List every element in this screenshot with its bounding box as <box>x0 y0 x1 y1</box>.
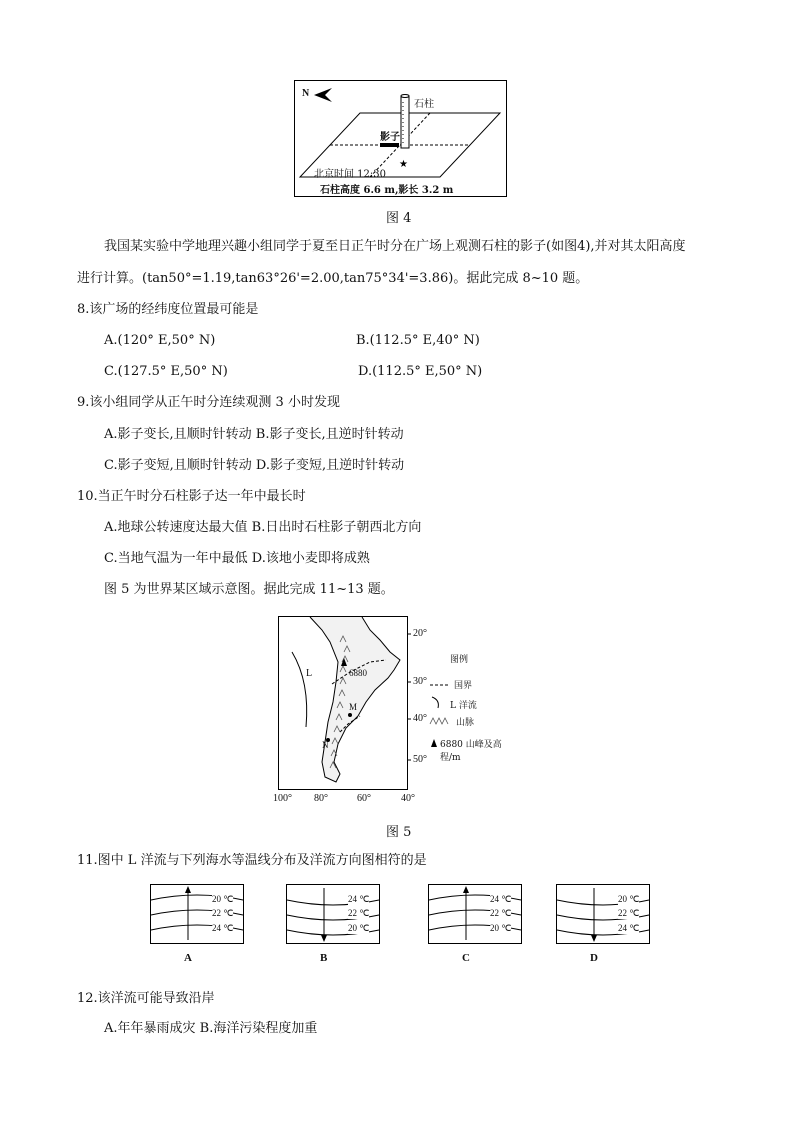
figure-5-caption: 图 5 <box>386 825 412 840</box>
q8-option-d: D.(112.5° E,50° N) <box>358 364 483 379</box>
q10-stem: 10.当正午时分石柱影子达一年中最长时 <box>77 489 306 504</box>
current-label: L <box>306 668 313 679</box>
isotherm-temp-label: 20 ℃ <box>212 894 234 904</box>
figure-5-map <box>270 612 510 810</box>
isotherm-temp-label: 24 ℃ <box>490 894 512 904</box>
legend-mountain: 山脉 <box>456 718 475 728</box>
q8-option-b: B.(112.5° E,40° N) <box>356 333 480 348</box>
isotherm-temp-label: 24 ℃ <box>212 923 234 933</box>
legend-current: L 洋流 <box>450 701 477 711</box>
m-label: M <box>349 702 358 712</box>
isotherm-temp-label: 22 ℃ <box>212 908 234 918</box>
lon-label-80: 80° <box>314 793 328 804</box>
figure-4-caption: 图 4 <box>386 211 412 226</box>
lat-label-20: 20° <box>413 628 427 639</box>
legend-border: 国界 <box>454 681 473 691</box>
isotherm-temp-label: 24 ℃ <box>618 923 640 933</box>
intro-11: 图 5 为世界某区域示意图。据此完成 11~13 题。 <box>104 582 394 597</box>
lon-label-40: 40° <box>401 793 415 804</box>
isotherm-temp-label: 22 ℃ <box>618 908 640 918</box>
isotherm-option-a <box>150 884 244 968</box>
spec-label: 石柱高度 6.6 m,影长 3.2 m <box>320 185 454 196</box>
lat-label-30: 30° <box>413 676 427 687</box>
lat-label-40: 40° <box>413 713 427 724</box>
isotherm-temp-label: 20 ℃ <box>348 923 370 933</box>
pillar-label: 石柱 <box>414 99 434 110</box>
time-label: 北京时间 12:30 <box>314 169 386 180</box>
n-label: N <box>322 740 329 750</box>
isotherm-option-b <box>286 884 380 968</box>
figure-5 <box>270 612 510 810</box>
q10-options-cd: C.当地气温为一年中最低 D.该地小麦即将成熟 <box>104 551 370 566</box>
lat-label-50: 50° <box>413 754 427 765</box>
isotherm-temp-label: 22 ℃ <box>348 908 370 918</box>
q12-options-ab: A.年年暴雨成灾 B.海洋污染程度加重 <box>104 1021 318 1036</box>
intro-8-line1: 我国某实验中学地理兴趣小组同学于夏至日正午时分在广场上观测石柱的影子(如图4),并对其太阳高度 <box>104 239 686 254</box>
q8-option-c: C.(127.5° E,50° N) <box>104 364 228 379</box>
q12-stem: 12.该洋流可能导致沿岸 <box>77 991 215 1006</box>
isotherm-temp-label: 22 ℃ <box>490 908 512 918</box>
figure-4 <box>294 80 507 197</box>
shadow-label: 影子 <box>380 132 400 143</box>
q8-stem: 8.该广场的经纬度位置最可能是 <box>77 302 259 317</box>
legend-title: 图例 <box>450 655 469 665</box>
lon-label-60: 60° <box>357 793 371 804</box>
option-letter: A <box>184 952 192 964</box>
q11-stem: 11.图中 L 洋流与下列海水等温线分布及洋流方向图相符的是 <box>77 853 427 868</box>
q9-options-ab: A.影子变长,且顺时针转动 B.影子变长,且逆时针转动 <box>104 427 404 442</box>
north-label: N <box>302 88 310 99</box>
option-letter: C <box>462 952 470 964</box>
intro-8-line2: 进行计算。(tan50°=1.19,tan63°26'=2.00,tan75°34'=3.86)。据此完成 8~10 题。 <box>77 271 589 286</box>
legend-peak: 6880 山峰及高程/m <box>440 740 502 763</box>
lon-label-100: 100° <box>273 793 292 804</box>
q9-stem: 9.该小组同学从正午时分连续观测 3 小时发现 <box>77 395 340 410</box>
isotherm-option-c <box>428 884 522 968</box>
svg-text:★: ★ <box>399 159 408 170</box>
q9-options-cd: C.影子变短,且顺时针转动 D.影子变短,且逆时针转动 <box>104 458 405 473</box>
q10-options-ab: A.地球公转速度达最大值 B.日出时石柱影子朝西北方向 <box>104 520 422 535</box>
isotherm-temp-label: 20 ℃ <box>618 894 640 904</box>
isotherm-option-d <box>556 884 650 968</box>
isotherm-temp-label: 24 ℃ <box>348 894 370 904</box>
peak-label: 6880 <box>349 668 367 678</box>
isotherm-temp-label: 20 ℃ <box>490 923 512 933</box>
option-letter: B <box>320 952 328 964</box>
q8-option-a: A.(120° E,50° N) <box>104 333 216 348</box>
option-letter: D <box>590 952 598 964</box>
